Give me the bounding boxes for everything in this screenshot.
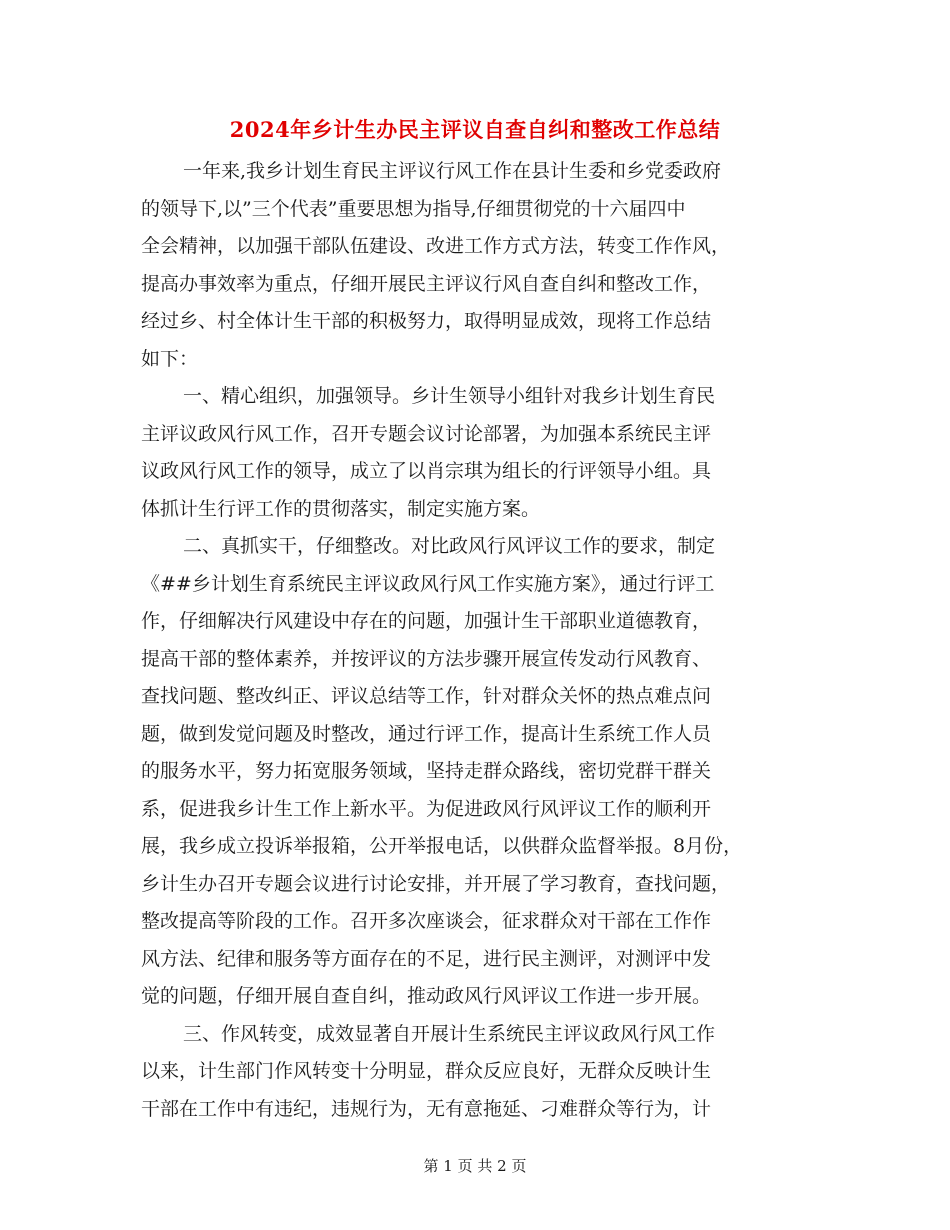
body-line: 主评议政风行风工作，召开专题会议讨论部署，为加强本系统民主评 <box>141 422 712 445</box>
document-body <box>141 153 809 1128</box>
body-line: 的领导下,以”三个代表”重要思想为指导,仔细贯彻党的十六届四中 <box>141 197 686 220</box>
body-line: 经过乡、村全体计生干部的积极努力，取得明显成效，现将工作总结 <box>141 310 712 332</box>
document-title: 2024年乡计生办民主评议自查自纠和整改工作总结 <box>229 117 721 142</box>
body-line: 《##乡计划生育系统民主评议政风行风工作实施方案》，通过行评工 <box>141 572 715 595</box>
page-number-footer: 第 1 页 共 2 页 <box>423 1157 527 1175</box>
body-line: 整改提高等阶段的工作。召开多次座谈会，征求群众对干部在工作作 <box>141 910 712 932</box>
body-line: 干部在工作中有违纪，违规行为，无有意拖延、刁难群众等行为，计 <box>141 1097 712 1120</box>
body-line: 展，我乡成立投诉举报箱，公开举报电话，以供群众监督举报。8月份， <box>141 835 743 857</box>
body-line: 系，促进我乡计生工作上新水平。为促进政风行风评议工作的顺利开 <box>141 797 712 820</box>
body-line: 一年来,我乡计划生育民主评议行风工作在县计生委和乡党委政府 <box>183 160 722 182</box>
body-line: 提高办事效率为重点，仔细开展民主评议行风自查自纠和整改工作， <box>141 272 712 295</box>
body-line: 题，做到发觉问题及时整改，通过行评工作，提高计生系统工作人员 <box>141 722 712 745</box>
body-line: 如下： <box>141 347 199 370</box>
body-line: 风方法、纪律和服务等方面存在的不足，进行民主测评，对测评中发 <box>141 947 712 970</box>
body-line: 觉的问题，仔细开展自查自纠，推动政风行风评议工作进一步开展。 <box>141 985 712 1007</box>
body-line: 一、精心组织，加强领导。乡计生领导小组针对我乡计划生育民 <box>183 385 716 407</box>
body-line: 全会精神，以加强干部队伍建设、改进工作方式方法，转变工作作风， <box>141 235 731 257</box>
body-line: 的服务水平，努力拓宽服务领域，坚持走群众路线，密切党群干群关 <box>141 760 712 782</box>
body-line: 二、真抓实干，仔细整改。对比政风行风评议工作的要求，制定 <box>183 535 716 557</box>
body-line: 乡计生办召开专题会议进行讨论安排，并开展了学习教育，查找问题， <box>141 872 731 895</box>
body-line: 查找问题、整改纠正、评议总结等工作，针对群众关怀的热点难点问 <box>141 685 712 707</box>
body-line: 议政风行风工作的领导，成立了以肖宗琪为组长的行评领导小组。具 <box>141 460 712 482</box>
body-line: 提高干部的整体素养，并按评议的方法步骤开展宣传发动行风教育、 <box>141 647 712 670</box>
body-line: 体抓计生行评工作的贯彻落实，制定实施方案。 <box>141 497 541 520</box>
body-line: 作，仔细解决行风建设中存在的问题，加强计生干部职业道德教育， <box>141 610 712 632</box>
body-line: 三、作风转变，成效显著自开展计生系统民主评议政风行风工作 <box>183 1022 716 1045</box>
body-line: 以来，计生部门作风转变十分明显，群众反应良好，无群众反映计生 <box>141 1060 712 1082</box>
